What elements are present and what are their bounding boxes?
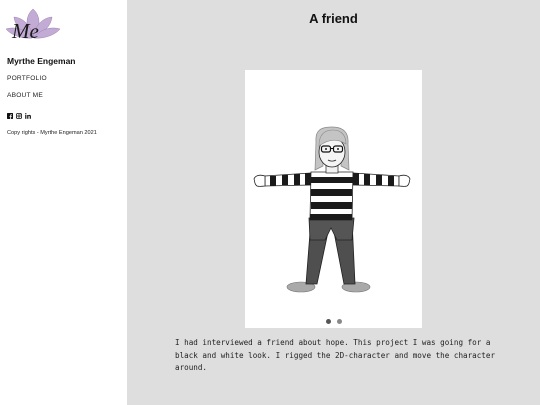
image-slideshow[interactable] [245,70,422,328]
page-title: A friend [309,11,358,26]
character-illustration [245,70,422,310]
project-description: I had interviewed a friend about hope. This project I was going for a black and white look. I rigged the 2D-character and move the character around. [175,338,496,372]
nav-portfolio[interactable]: PORTFOLIO [7,75,47,82]
facebook-icon[interactable] [7,113,13,119]
nav-about-me[interactable]: ABOUT ME [7,92,43,99]
logo-text: Me [12,19,39,43]
social-links [7,112,31,120]
linkedin-icon[interactable] [25,113,31,119]
main-content [127,0,540,405]
slide-dot-2[interactable] [337,319,342,324]
instagram-icon[interactable] [16,113,22,119]
slideshow-dots [245,319,422,324]
site-name[interactable]: Myrthe Engeman [7,56,76,66]
sidebar [0,0,127,405]
lotus-logo[interactable] [5,6,61,44]
slide-dot-1[interactable] [326,319,331,324]
copyright-text: Copy rights - Myrthe Engeman 2021 [7,130,97,136]
